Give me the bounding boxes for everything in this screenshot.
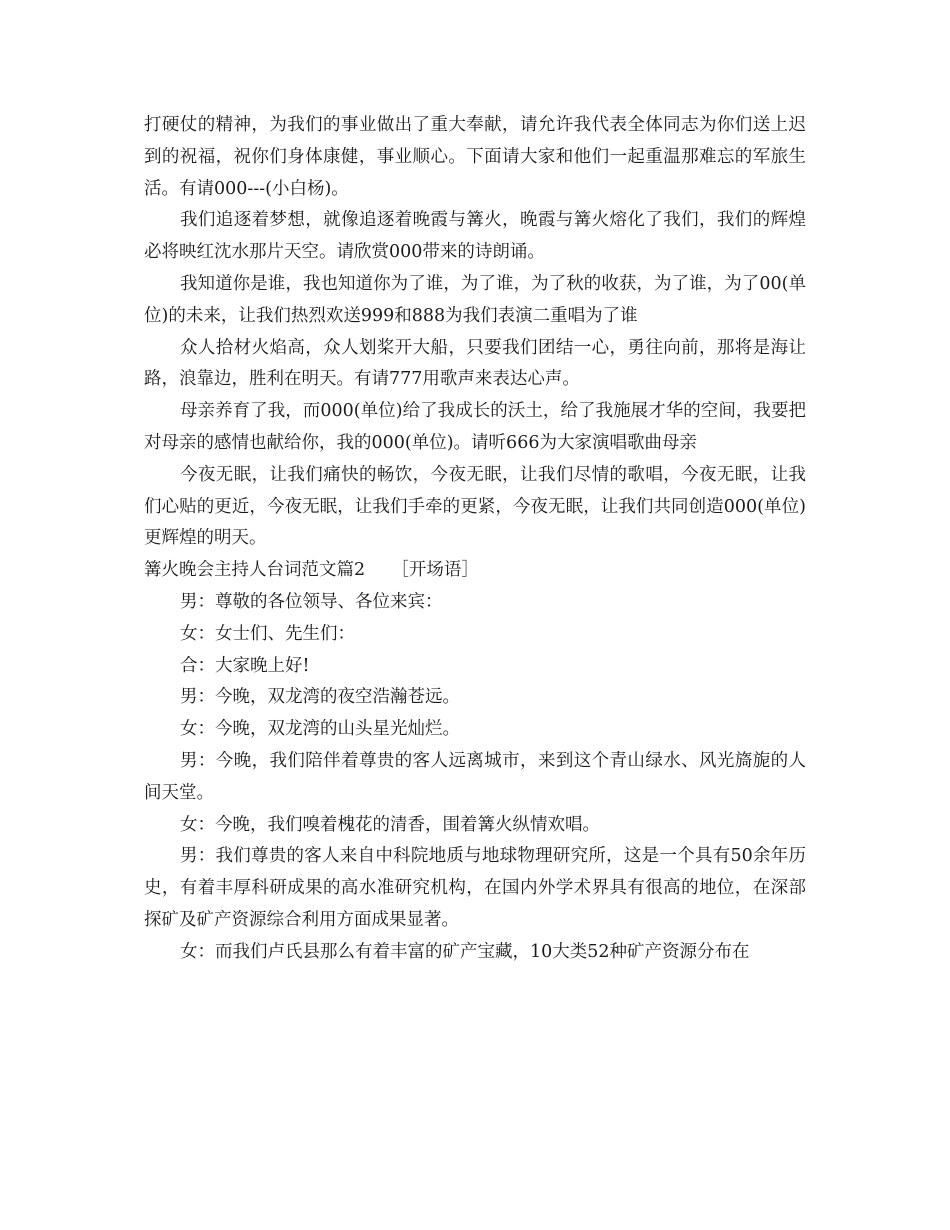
- dialogue-line-5: 女：今晚，双龙湾的山头星光灿烂。: [180, 719, 460, 740]
- paragraph-1: 打硬仗的精神，为我们的事业做出了重大奉献，请允许我代表全体同志为你们送上迟到的祝福，祝你们身体康健，事业顺心。下面请大家和他们一起重温那难忘的军旅生活。有请000---(小白杨)。: [144, 115, 806, 199]
- dialogue-line-3: 合：大家晚上好!: [180, 655, 310, 676]
- paragraph-5: 母亲养育了我，而000(单位)给了我成长的沃土，给了我施展才华的空间，我要把对母亲的感情也献给你，我的000(单位)。请听666为大家演唱歌曲母亲: [144, 401, 806, 453]
- dialogue-line-9: 女：而我们卢氏县那么有着丰富的矿产宝藏，10大类52种矿产资源分布在: [180, 941, 750, 962]
- dialogue-line-7: 女：今晚，我们嗅着槐花的清香，围着篝火纵情欢唱。: [180, 814, 600, 835]
- dialogue-line-8: 男：我们尊贵的客人来自中科院地质与地球物理研究所，这是一个具有50余年历史，有着丰厚科研成果的高水准研究机构，在国内外学术界具有很高的地位，在深部探矿及矿产资源综合利用方面成果显著。: [144, 846, 806, 930]
- dialogue-line-1: 男：尊敬的各位领导、各位来宾：: [180, 591, 443, 612]
- paragraph-4: 众人拾材火焰高，众人划桨开大船，只要我们团结一心，勇往向前，那将是海让路，浪靠边，胜利在明天。有请777用歌声来表达心声。: [144, 337, 806, 390]
- dialogue-line-2: 女：女士们、先生们：: [180, 623, 355, 644]
- paragraph-3: 我知道你是谁，我也知道你为了谁，为了谁，为了秋的收获，为了谁，为了00(单位)的未来，让我们热烈欢送999和888为我们表演二重唱为了谁: [144, 273, 806, 326]
- paragraph-6: 今夜无眠，让我们痛快的畅饮，今夜无眠，让我们尽情的歌唱，今夜无眠，让我们心贴的更近，今夜无眠，让我们手牵的更紧，今夜无眠，让我们共同创造000(单位)更辉煌的明天。: [144, 464, 806, 549]
- section-heading: 篝火晚会主持人台词范文篇2 ［开场语］: [144, 560, 479, 581]
- dialogue-line-6: 男：今晚，我们陪伴着尊贵的客人远离城市，来到这个青山绿水、风光旖旎的人间天堂。: [144, 750, 806, 803]
- document-body: [144, 110, 806, 969]
- paragraph-2: 我们追逐着梦想，就像追逐着晚霞与篝火，晚霞与篝火熔化了我们，我们的辉煌必将映红沈水那片天空。请欣赏000带来的诗朗诵。: [144, 210, 806, 263]
- dialogue-line-4: 男：今晚，双龙湾的夜空浩瀚苍远。: [180, 687, 460, 708]
